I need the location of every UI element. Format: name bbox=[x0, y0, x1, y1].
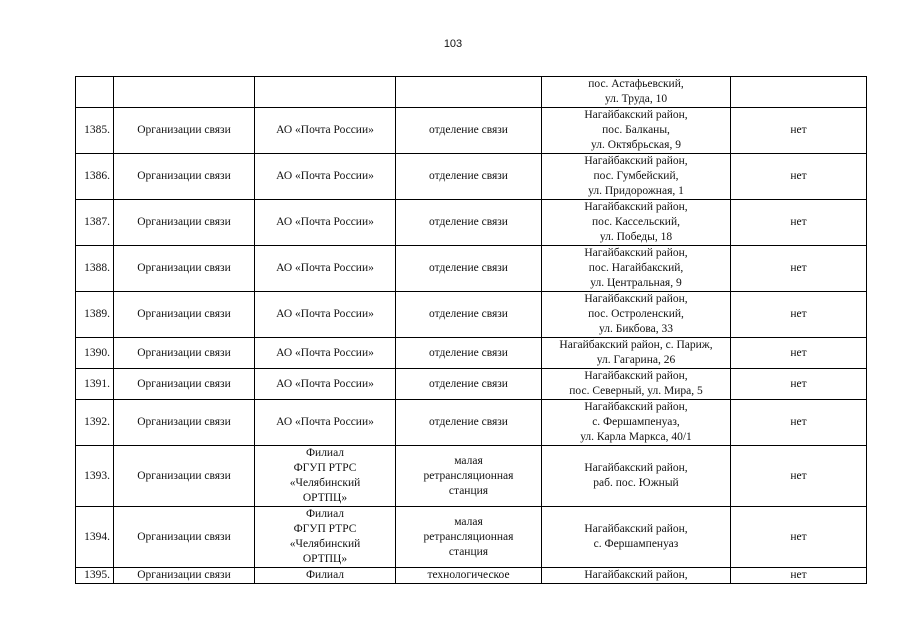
cell-line: пос. Остроленский, bbox=[588, 308, 684, 320]
flag-cell: нет bbox=[731, 200, 867, 246]
cell-line: Организации связи bbox=[137, 308, 231, 320]
cell-line: с. Фершампенуаз, bbox=[592, 416, 680, 428]
cell-line: АО «Почта России» bbox=[276, 308, 374, 320]
cell-line: отделение связи bbox=[429, 262, 508, 274]
organization-name-cell bbox=[255, 400, 396, 446]
cell-line: Филиал bbox=[305, 447, 345, 459]
flag-cell: нет bbox=[731, 108, 867, 154]
cell-line: Организации связи bbox=[137, 170, 231, 182]
cell-line: пос. Кассельский, bbox=[592, 216, 680, 228]
row-number-cell: 1391. bbox=[76, 369, 114, 400]
cell-line: ул. Гагарина, 26 bbox=[596, 354, 676, 366]
flag-cell: нет bbox=[731, 400, 867, 446]
cell-line: отделение связи bbox=[429, 416, 508, 428]
address-cell bbox=[542, 338, 731, 369]
cell-line: пос. Астафьевский, bbox=[588, 78, 684, 90]
table-row bbox=[76, 108, 867, 154]
table-row bbox=[76, 200, 867, 246]
cell-line: Организации связи bbox=[137, 346, 231, 359]
table-row bbox=[76, 446, 867, 507]
organization-type-cell bbox=[114, 338, 255, 369]
table-body bbox=[76, 77, 867, 584]
row-number-cell: 1388. bbox=[76, 246, 114, 292]
address-cell bbox=[542, 77, 731, 108]
address-cell bbox=[542, 369, 731, 400]
cell-line: отделение связи bbox=[429, 346, 508, 359]
row-number-cell: 1394. bbox=[76, 507, 114, 568]
flag-cell: нет bbox=[731, 446, 867, 507]
cell-line: Организации связи bbox=[137, 262, 231, 274]
organization-name-cell bbox=[255, 446, 396, 507]
cell-line: АО «Почта России» bbox=[276, 216, 374, 228]
organization-type-cell bbox=[114, 246, 255, 292]
organization-type-cell bbox=[114, 507, 255, 568]
organization-type-cell bbox=[114, 400, 255, 446]
cell-line: ул. Бикбова, 33 bbox=[598, 323, 674, 335]
row-number-cell: 1392. bbox=[76, 400, 114, 446]
row-number-cell: 1385. bbox=[76, 108, 114, 154]
cell-line: малая bbox=[454, 515, 483, 528]
row-number-cell: 1389. bbox=[76, 292, 114, 338]
organization-type-cell bbox=[114, 292, 255, 338]
cell-line: раб. пос. Южный bbox=[593, 477, 679, 489]
cell-line: Нагайбакский район, bbox=[584, 523, 688, 535]
page-number: 103 bbox=[443, 38, 463, 50]
object-type-cell bbox=[396, 292, 542, 338]
table-row bbox=[76, 369, 867, 400]
cell-line: ОРТПЦ» bbox=[302, 492, 348, 504]
cell-line: малая bbox=[454, 454, 483, 467]
cell-line: пос. Нагайбакский, bbox=[588, 262, 684, 274]
object-type-cell bbox=[396, 568, 542, 584]
cell-line: «Челябинский bbox=[289, 477, 361, 489]
row-number-cell bbox=[76, 77, 114, 108]
organization-type-cell bbox=[114, 154, 255, 200]
address-cell bbox=[542, 200, 731, 246]
cell-line: Организации связи bbox=[137, 569, 231, 581]
organization-name-cell bbox=[255, 246, 396, 292]
organization-type-cell bbox=[114, 568, 255, 584]
organization-type-cell bbox=[114, 446, 255, 507]
table-row bbox=[76, 507, 867, 568]
cell-line: ретрансляционная bbox=[423, 530, 514, 543]
cell-line: Филиал bbox=[305, 569, 345, 581]
cell-line: пос. Северный, ул. Мира, 5 bbox=[569, 385, 703, 397]
cell-line: ул. Карла Маркса, 40/1 bbox=[580, 431, 692, 443]
cell-line: Нагайбакский район, bbox=[584, 155, 688, 167]
object-type-cell bbox=[396, 338, 542, 369]
table-row bbox=[76, 77, 867, 108]
cell-line: Нагайбакский район, bbox=[584, 201, 688, 213]
table-row bbox=[76, 400, 867, 446]
object-type-cell bbox=[396, 200, 542, 246]
cell-line: ул. Победы, 18 bbox=[599, 231, 673, 243]
cell-line: ул. Придорожная, 1 bbox=[588, 185, 684, 197]
cell-line: Нагайбакский район, bbox=[584, 293, 688, 305]
address-cell bbox=[542, 400, 731, 446]
cell-line: Нагайбакский район, с. Париж, bbox=[559, 339, 713, 351]
organization-name-cell bbox=[255, 108, 396, 154]
cell-line: ретрансляционная bbox=[423, 469, 514, 482]
organization-type-cell bbox=[114, 108, 255, 154]
cell-line: Организации связи bbox=[137, 124, 231, 136]
cell-line: Организации связи bbox=[137, 416, 231, 428]
flag-cell: нет bbox=[731, 154, 867, 200]
organization-type-cell bbox=[114, 200, 255, 246]
cell-line: АО «Почта России» bbox=[276, 377, 374, 390]
flag-cell bbox=[731, 77, 867, 108]
cell-line: станция bbox=[448, 484, 489, 497]
cell-line: пос. Гумбейский, bbox=[593, 170, 679, 182]
cell-line: Нагайбакский район, bbox=[584, 109, 688, 121]
address-cell bbox=[542, 568, 731, 584]
cell-line: ул. Октябрьская, 9 bbox=[591, 139, 681, 151]
address-cell bbox=[542, 154, 731, 200]
cell-line: АО «Почта России» bbox=[276, 170, 374, 182]
object-type-cell bbox=[396, 154, 542, 200]
row-number-cell: 1387. bbox=[76, 200, 114, 246]
object-type-cell bbox=[396, 507, 542, 568]
cell-line: ФГУП РТРС bbox=[293, 523, 357, 535]
cell-line: Организации связи bbox=[137, 530, 231, 543]
organization-name-cell bbox=[255, 338, 396, 369]
cell-line: отделение связи bbox=[429, 308, 508, 320]
cell-line: пос. Балканы, bbox=[602, 124, 670, 136]
cell-line: отделение связи bbox=[429, 377, 508, 390]
organization-name-cell bbox=[255, 154, 396, 200]
cell-line: АО «Почта России» bbox=[276, 124, 374, 136]
address-cell bbox=[542, 507, 731, 568]
cell-line: Организации связи bbox=[137, 216, 231, 228]
table-row bbox=[76, 154, 867, 200]
organization-name-cell bbox=[255, 200, 396, 246]
organization-name-cell bbox=[255, 292, 396, 338]
table-row bbox=[76, 292, 867, 338]
cell-line: Организации связи bbox=[137, 469, 231, 482]
object-type-cell bbox=[396, 108, 542, 154]
address-cell bbox=[542, 446, 731, 507]
cell-line: ул. Труда, 10 bbox=[604, 93, 668, 105]
cell-line: Нагайбакский район, bbox=[584, 401, 688, 413]
cell-line: ОРТПЦ» bbox=[302, 553, 348, 565]
object-type-cell bbox=[396, 246, 542, 292]
flag-cell: нет bbox=[731, 369, 867, 400]
flag-cell: нет bbox=[731, 338, 867, 369]
flag-cell: нет bbox=[731, 292, 867, 338]
table-row bbox=[76, 246, 867, 292]
cell-line: ФГУП РТРС bbox=[293, 462, 357, 474]
organization-type-cell bbox=[114, 77, 255, 108]
cell-line: АО «Почта России» bbox=[276, 416, 374, 428]
object-type-cell bbox=[396, 446, 542, 507]
table-row bbox=[76, 338, 867, 369]
cell-line: отделение связи bbox=[429, 124, 508, 136]
address-cell bbox=[542, 246, 731, 292]
flag-cell: нет bbox=[731, 246, 867, 292]
cell-line: Филиал bbox=[305, 508, 345, 520]
cell-line: Организации связи bbox=[137, 377, 231, 390]
object-type-cell bbox=[396, 77, 542, 108]
organization-name-cell bbox=[255, 77, 396, 108]
object-type-cell bbox=[396, 369, 542, 400]
cell-line: Нагайбакский район, bbox=[584, 247, 688, 259]
row-number-cell: 1393. bbox=[76, 446, 114, 507]
cell-line: АО «Почта России» bbox=[276, 262, 374, 274]
table-row bbox=[76, 568, 867, 584]
cell-line: Нагайбакский район, bbox=[584, 370, 688, 382]
cell-line: отделение связи bbox=[429, 170, 508, 182]
cell-line: АО «Почта России» bbox=[276, 346, 374, 359]
cell-line: станция bbox=[448, 545, 489, 558]
flag-cell: нет bbox=[731, 568, 867, 584]
organization-name-cell bbox=[255, 507, 396, 568]
cell-line: Нагайбакский район, bbox=[584, 462, 688, 474]
registry-table bbox=[75, 76, 867, 584]
flag-cell: нет bbox=[731, 507, 867, 568]
organization-name-cell bbox=[255, 568, 396, 584]
object-type-cell bbox=[396, 400, 542, 446]
address-cell bbox=[542, 292, 731, 338]
cell-line: технологическое bbox=[427, 569, 510, 581]
row-number-cell: 1390. bbox=[76, 338, 114, 369]
cell-line: «Челябинский bbox=[289, 538, 361, 550]
cell-line: с. Фершампенуаз bbox=[593, 538, 679, 550]
cell-line: Нагайбакский район, bbox=[584, 569, 688, 581]
row-number-cell: 1395. bbox=[76, 568, 114, 584]
address-cell bbox=[542, 108, 731, 154]
organization-name-cell bbox=[255, 369, 396, 400]
cell-line: ул. Центральная, 9 bbox=[590, 277, 682, 289]
organization-type-cell bbox=[114, 369, 255, 400]
cell-line: отделение связи bbox=[429, 216, 508, 228]
row-number-cell: 1386. bbox=[76, 154, 114, 200]
